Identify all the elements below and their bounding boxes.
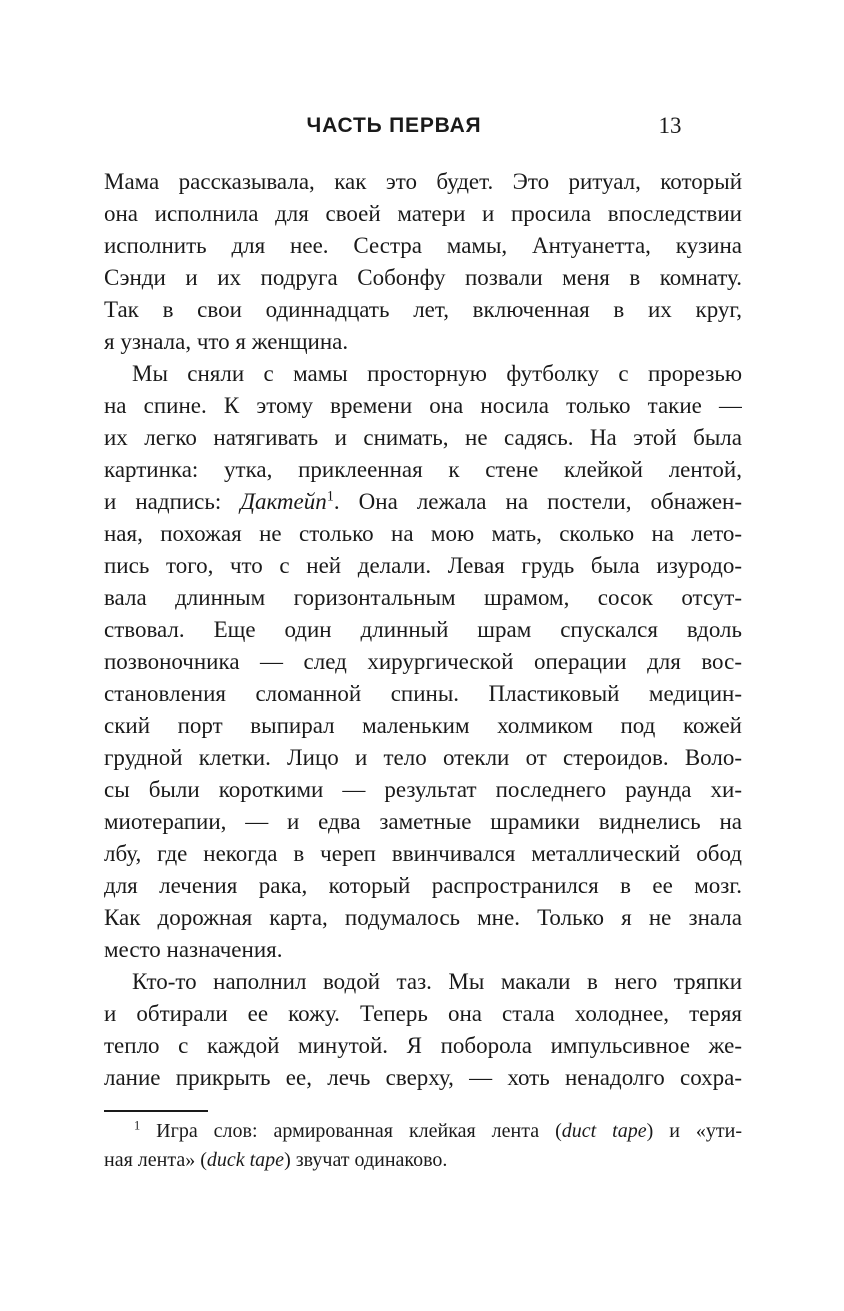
- text-line: Так в свои одиннадцать лет, включенная в их круг,: [104, 297, 742, 322]
- text-line: Мы сняли с мамы просторную футболку с прорезью: [132, 361, 742, 386]
- text-line: Мама рассказывала, как это будет. Это ритуал, который: [104, 169, 742, 194]
- page-content: [104, 113, 742, 1175]
- text-line: вала длинным горизонтальным шрамом, сосок отсут-: [104, 585, 742, 610]
- italic-text: duct tape: [561, 1120, 647, 1142]
- text-line: Кто-то наполнил водой таз. Мы макали в него тряпки: [132, 969, 742, 994]
- text-line: лбу, где некогда в череп ввинчивался металлический обод: [104, 841, 742, 866]
- text-line: грудной клетки. Лицо и тело отекли от стероидов. Воло-: [104, 745, 742, 770]
- text-line: на спине. К этому времени она носила только такие —: [104, 393, 742, 418]
- footnote-separator: [104, 1110, 208, 1112]
- text-line: тепло с каждой минутой. Я поборола импульсивное же-: [104, 1033, 742, 1058]
- paragraph: [104, 358, 742, 966]
- paragraph: [104, 166, 742, 358]
- text-line: место назначения.: [104, 937, 283, 962]
- page-number: 13: [658, 113, 682, 138]
- text-line: ная, похожая не столько на мою мать, сколько на лето-: [104, 521, 742, 546]
- text-line: лание прикрыть ее, лечь сверху, — хоть ненадолго сохра-: [104, 1065, 742, 1090]
- text-line: я узнала, что я женщина.: [104, 329, 349, 354]
- running-header: [104, 113, 742, 139]
- text-line: Как дорожная карта, подумалось мне. Только я не знала: [104, 905, 742, 930]
- italic-text: duck tape: [206, 1149, 285, 1171]
- text-line: их легко натягивать и снимать, не садясь. На этой была: [104, 425, 742, 450]
- footnote-marker: 1: [134, 1118, 141, 1133]
- text-line: миотерапии, — и едва заметные шрамики виднелись на: [104, 809, 742, 834]
- footnote-line: $^1$ Игра слов: армированная клейкая лента (duct tape) и «ути-: [134, 1118, 742, 1142]
- page-body: [104, 166, 742, 1094]
- text-line: пись того, что с ней делали. Левая грудь была изуродо-: [104, 553, 742, 578]
- text-line: для лечения рака, который распространился в ее мозг.: [104, 873, 742, 898]
- text-line: Сэнди и их подруга Собонфу позвали меня в комнату.: [104, 265, 742, 290]
- text-line: она исполнила для своей матери и просила впоследствии: [104, 201, 742, 226]
- text-line: позвоночника — след хирургической операции для вос-: [104, 649, 742, 674]
- text-line: и надпись: Дактейп$^1$. Она лежала на постели, обнажен-: [104, 488, 742, 514]
- text-line: сы были короткими — результат последнего раунда хи-: [104, 777, 742, 802]
- text-line: картинка: утка, приклеенная к стене клейкой лентой,: [104, 457, 742, 482]
- footnote-text: [104, 1117, 742, 1175]
- text-line: исполнить для нее. Сестра мамы, Антуанетта, кузина: [104, 233, 742, 258]
- footnote-marker: 1: [326, 488, 334, 505]
- text-line: становления сломанной спины. Пластиковый медицин-: [104, 681, 742, 706]
- italic-text: Дактейп: [240, 489, 327, 514]
- text-line: ствовал. Еще один длинный шрам спускался вдоль: [104, 617, 742, 642]
- footnote-line: ная лента» (duck tape) звучат одинаково.: [104, 1149, 448, 1171]
- paragraph: [104, 966, 742, 1094]
- text-line: и обтирали ее кожу. Теперь она стала холоднее, теряя: [104, 1001, 742, 1026]
- text-line: ский порт выпирал маленьким холмиком под кожей: [104, 713, 742, 738]
- running-header-title: ЧАСТЬ ПЕРВАЯ: [306, 114, 482, 137]
